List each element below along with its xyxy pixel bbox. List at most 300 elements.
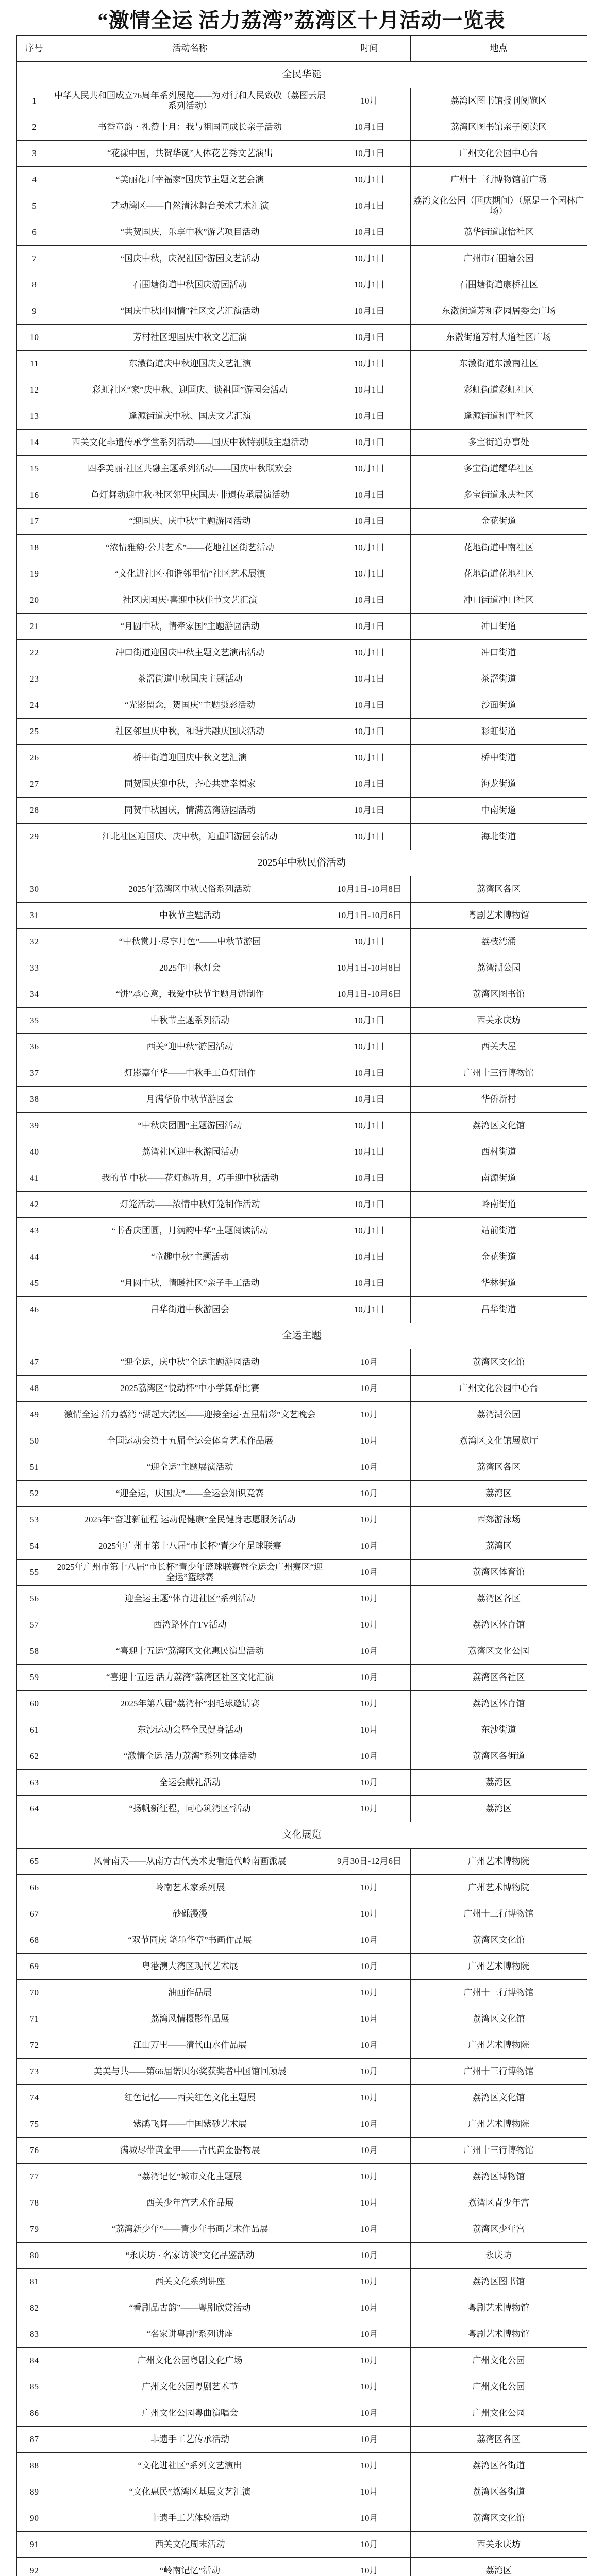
cell-no: 63 [17,1770,52,1796]
cell-no: 61 [17,1717,52,1743]
table-row [17,1980,587,2006]
table-row [17,246,587,272]
table-row [17,2453,587,2479]
cell-name: 红色记忆——西关红色文化主题展 [52,2085,328,2111]
cell-time: 10月1日 [328,219,411,246]
table-row [17,2190,587,2216]
cell-time: 10月 [328,1796,411,1822]
cell-no: 34 [17,981,52,1008]
cell-name: 岭南艺术家系列展 [52,1875,328,1901]
cell-no: 51 [17,1454,52,1481]
table-row [17,1743,587,1770]
cell-name: 粤港澳大湾区现代艺术展 [52,1954,328,1980]
cell-name: 非遗手工艺体验活动 [52,2505,328,2532]
cell-time: 10月1日 [328,325,411,351]
cell-time: 10月1日 [328,1244,411,1270]
cell-place: 花地街道中南社区 [411,535,587,561]
cell-place: 荔湾区各区 [411,1454,587,1481]
cell-time: 10月1日 [328,246,411,272]
cell-time: 10月1日 [328,798,411,824]
cell-name: 全运会献礼活动 [52,1770,328,1796]
cell-place: 荔湾区博物馆 [411,2164,587,2190]
cell-time: 10月 [328,1691,411,1717]
cell-place: 彩虹街道彩虹社区 [411,377,587,403]
cell-place: 中南街道 [411,798,587,824]
cell-name: “看剧品古韵”——粤剧欣赏活动 [52,2295,328,2321]
cell-place: 海北街道 [411,824,587,850]
table-row [17,114,587,141]
cell-name: “国庆中秋，庆祝祖国”游园文艺活动 [52,246,328,272]
section-row [17,850,587,876]
cell-no: 84 [17,2348,52,2374]
table-row [17,193,587,219]
table-row [17,1612,587,1638]
cell-place: 东漖街道东漖南社区 [411,351,587,377]
cell-no: 65 [17,1849,52,1875]
cell-no: 10 [17,325,52,351]
cell-name: “书香庆团圆，月满韵中华”主题阅读活动 [52,1218,328,1244]
cell-name: 灯笼活动——浓情中秋灯笼制作活动 [52,1192,328,1218]
cell-name: 同贺国庆迎中秋，齐心共建幸福家 [52,771,328,798]
cell-time: 10月1日 [328,1113,411,1139]
table-row [17,2243,587,2269]
cell-name: 迎全运主题“体育进社区”系列活动 [52,1586,328,1612]
cell-no: 81 [17,2269,52,2295]
table-row [17,2269,587,2295]
cell-time: 10月1日 [328,272,411,298]
cell-no: 75 [17,2111,52,2138]
cell-time: 10月 [328,1901,411,1927]
cell-no: 48 [17,1376,52,1402]
cell-time: 10月 [328,2164,411,2190]
table-row [17,798,587,824]
cell-place: 荔湾区各街道 [411,2453,587,2479]
cell-place: 桥中街道 [411,745,587,771]
cell-time: 10月 [328,2453,411,2479]
table-row [17,1139,587,1165]
cell-place: 广州文化公园 [411,2348,587,2374]
table-row [17,771,587,798]
cell-no: 19 [17,561,52,587]
table-row [17,403,587,430]
cell-name: “荔湾新少年”——青少年书画艺术作品展 [52,2216,328,2243]
cell-name: 灯影嘉年华——中秋手工鱼灯制作 [52,1060,328,1087]
cell-no: 74 [17,2085,52,2111]
cell-no: 73 [17,2059,52,2085]
cell-no: 66 [17,1875,52,1901]
cell-time: 10月 [328,2111,411,2138]
table-body [17,62,587,2576]
table-row [17,903,587,929]
cell-name: “迎国庆、庆中秋”主题游园活动 [52,509,328,535]
cell-place: 华林街道 [411,1270,587,1297]
cell-time: 10月1日 [328,430,411,456]
table-row [17,1717,587,1743]
table-row [17,2006,587,2032]
cell-time: 10月1日 [328,1087,411,1113]
cell-name: “永庆坊 · 名家访谈”文化品鉴活动 [52,2243,328,2269]
table-row [17,141,587,167]
table-row [17,2374,587,2400]
cell-time: 10月1日 [328,771,411,798]
cell-no: 69 [17,1954,52,1980]
table-row [17,1849,587,1875]
cell-no: 36 [17,1034,52,1060]
cell-place: 广州艺术博物院 [411,1875,587,1901]
cell-name: “美丽花开幸福家”国庆节主题文艺会演 [52,167,328,193]
cell-place: 广州文化公园中心台 [411,141,587,167]
cell-no: 25 [17,719,52,745]
table-row [17,1691,587,1717]
cell-place: 荔湾区少年宫 [411,2216,587,2243]
table-row [17,640,587,666]
cell-name: 东沙运动会暨全民健身活动 [52,1717,328,1743]
cell-time: 10月1日-10月8日 [328,876,411,903]
cell-place: 站前街道 [411,1218,587,1244]
cell-name: 西关少年宫艺术作品展 [52,2190,328,2216]
table-row [17,666,587,692]
table-row [17,1481,587,1507]
table-row [17,1008,587,1034]
cell-no: 6 [17,219,52,246]
table-row [17,1560,587,1586]
table-row [17,1192,587,1218]
table-row [17,692,587,719]
table-row [17,1638,587,1665]
cell-place: 广州文化公园中心台 [411,1376,587,1402]
cell-place: 荔湾区各区 [411,1586,587,1612]
cell-no: 39 [17,1113,52,1139]
section-row [17,1822,587,1849]
cell-name: “中秋赏月·尽享月色”——中秋节游园 [52,929,328,955]
cell-time: 10月 [328,2006,411,2032]
table-row [17,1927,587,1954]
cell-no: 60 [17,1691,52,1717]
cell-time: 10月1日 [328,1034,411,1060]
cell-time: 10月 [328,2558,411,2576]
cell-time: 10月 [328,1875,411,1901]
cell-time: 10月 [328,2190,411,2216]
cell-time: 10月 [328,2138,411,2164]
cell-time: 10月1日 [328,456,411,482]
cell-time: 10月1日 [328,1192,411,1218]
table-row [17,351,587,377]
cell-no: 17 [17,509,52,535]
cell-place: 冲口街道冲口社区 [411,587,587,614]
table-row [17,535,587,561]
table-row [17,1665,587,1691]
cell-no: 59 [17,1665,52,1691]
table-row [17,325,587,351]
cell-name: “花漾中国，共贺华诞”人体花艺秀文艺演出 [52,141,328,167]
cell-name: 美美与共——第66届诺贝尔奖获奖者中国馆回顾展 [52,2059,328,2085]
cell-no: 35 [17,1008,52,1034]
cell-no: 72 [17,2032,52,2059]
cell-name: “迎全运”主题展演活动 [52,1454,328,1481]
table-row [17,1796,587,1822]
cell-no: 45 [17,1270,52,1297]
cell-no: 46 [17,1297,52,1323]
table-row [17,1165,587,1192]
table-row [17,456,587,482]
cell-no: 9 [17,298,52,325]
cell-time: 10月 [328,1980,411,2006]
cell-no: 79 [17,2216,52,2243]
cell-time: 10月 [328,1349,411,1376]
cell-place: 石围塘街道康桥社区 [411,272,587,298]
table-row [17,719,587,745]
cell-no: 29 [17,824,52,850]
cell-place: 荔湾区图书馆报刊阅览区 [411,88,587,114]
table-row [17,1244,587,1270]
cell-place: 茶滘街道 [411,666,587,692]
cell-no: 92 [17,2558,52,2576]
cell-place: 金花街道 [411,1244,587,1270]
cell-no: 56 [17,1586,52,1612]
cell-name: “迎全运，庆中秋”全运主题游园活动 [52,1349,328,1376]
table-row [17,377,587,403]
cell-time: 10月 [328,1586,411,1612]
table-row [17,614,587,640]
table-row [17,824,587,850]
cell-place: 西郊游泳场 [411,1507,587,1533]
cell-name: “文化进社区·和谐邻里情”社区艺术展演 [52,561,328,587]
cell-place: 彩虹街道 [411,719,587,745]
table-row [17,1586,587,1612]
cell-no: 50 [17,1428,52,1454]
cell-no: 55 [17,1560,52,1586]
cell-name: 社区庆国庆·喜迎中秋佳节文艺汇演 [52,587,328,614]
cell-no: 44 [17,1244,52,1270]
cell-name: 社区邻里庆中秋，和谐共融庆国庆活动 [52,719,328,745]
cell-name: 满城尽带黄金甲——古代黄金器物展 [52,2138,328,2164]
table-row [17,981,587,1008]
cell-name: “岭南记忆”活动 [52,2558,328,2576]
cell-time: 10月1日 [328,377,411,403]
cell-place: 荔湾区各街道 [411,2479,587,2505]
cell-no: 71 [17,2006,52,2032]
cell-place: 粤剧艺术博物馆 [411,2295,587,2321]
table-row [17,2532,587,2558]
cell-time: 10月1日 [328,614,411,640]
cell-place: 广州艺术博物院 [411,1849,587,1875]
table-row [17,2111,587,2138]
cell-no: 1 [17,88,52,114]
table-header-row [17,36,587,62]
section-label: 全民华诞 [17,62,587,88]
cell-name: “喜迎十五运”荔湾区文化惠民演出活动 [52,1638,328,1665]
cell-no: 28 [17,798,52,824]
cell-place: 多宝街道耀华社区 [411,456,587,482]
cell-time: 10月 [328,2479,411,2505]
cell-place: 海龙街道 [411,771,587,798]
table-row [17,167,587,193]
cell-no: 88 [17,2453,52,2479]
section-row [17,1323,587,1349]
cell-time: 10月1日 [328,535,411,561]
section-row [17,62,587,88]
cell-no: 8 [17,272,52,298]
cell-no: 15 [17,456,52,482]
table-row [17,1060,587,1087]
cell-time: 10月1日 [328,403,411,430]
cell-no: 43 [17,1218,52,1244]
cell-time: 10月 [328,1376,411,1402]
cell-time: 10月1日 [328,167,411,193]
table-row [17,1454,587,1481]
table-row [17,1113,587,1139]
table-row [17,1297,587,1323]
cell-no: 49 [17,1402,52,1428]
cell-name: 2025年广州市第十八届“市长杯”青少年篮球联赛暨全运会广州赛区“迎全运”篮球赛 [52,1560,328,1586]
cell-time: 10月1日-10月6日 [328,903,411,929]
cell-no: 90 [17,2505,52,2532]
cell-place: 广州十三行博物馆 [411,1980,587,2006]
cell-place: 荔湾区文化馆 [411,1349,587,1376]
cell-place: 广州十三行博物馆 [411,1060,587,1087]
table-row [17,2032,587,2059]
cell-time: 10月 [328,2059,411,2085]
cell-time: 10月1日 [328,509,411,535]
cell-name: 桥中街道迎国庆中秋文艺汇演 [52,745,328,771]
cell-time: 10月1日 [328,719,411,745]
header-time: 时间 [328,36,411,62]
cell-place: 荔湾区青少年宫 [411,2190,587,2216]
table-row [17,2085,587,2111]
cell-time: 10月 [328,1481,411,1507]
cell-time: 10月 [328,2532,411,2558]
cell-time: 10月1日 [328,351,411,377]
table-row [17,1901,587,1927]
cell-place: 荔湾区 [411,1796,587,1822]
table-row [17,1428,587,1454]
cell-name: 同贺中秋国庆，情满荔湾游园活动 [52,798,328,824]
cell-time: 10月1日-10月6日 [328,981,411,1008]
cell-place: 广州文化公园 [411,2400,587,2427]
cell-name: “童趣中秋”主题活动 [52,1244,328,1270]
cell-name: “浓情雅韵·公共艺术”——花地社区街艺活动 [52,535,328,561]
cell-no: 26 [17,745,52,771]
cell-no: 77 [17,2164,52,2190]
cell-name: 西关“迎中秋”游园活动 [52,1034,328,1060]
cell-name: “中秋庆团圆”主题游园活动 [52,1113,328,1139]
cell-place: 荔湾湖公园 [411,1402,587,1428]
cell-place: 荔湾区 [411,2558,587,2576]
table-row [17,430,587,456]
cell-name: 中秋节主题活动 [52,903,328,929]
cell-time: 10月 [328,88,411,114]
cell-name: 2025年荔湾区中秋民俗系列活动 [52,876,328,903]
cell-no: 14 [17,430,52,456]
cell-time: 10月1日 [328,1297,411,1323]
cell-place: 广州十三行博物馆前广场 [411,167,587,193]
cell-name: 西关文化周末活动 [52,2532,328,2558]
cell-time: 10月 [328,1717,411,1743]
cell-name: 石围塘街道中秋国庆游园活动 [52,272,328,298]
cell-place: 荔湾区文化馆 [411,2505,587,2532]
table-row [17,2400,587,2427]
cell-place: 荔湾区文化馆 [411,1927,587,1954]
cell-no: 67 [17,1901,52,1927]
cell-time: 10月1日 [328,298,411,325]
cell-name: “名家讲粤剧”系列讲座 [52,2321,328,2348]
cell-place: 广州文化公园 [411,2374,587,2400]
cell-place: 荔枝湾涌 [411,929,587,955]
cell-name: 江北社区迎国庆、庆中秋，迎重阳游园会活动 [52,824,328,850]
cell-no: 89 [17,2479,52,2505]
table-row [17,2558,587,2576]
cell-time: 10月1日 [328,193,411,219]
cell-place: 荔湾区图书馆 [411,981,587,1008]
table-row [17,2059,587,2085]
cell-place: 荔湾文化公园（国庆期间）（原是一个园林广场） [411,193,587,219]
cell-time: 10月1日 [328,1218,411,1244]
cell-time: 10月 [328,1402,411,1428]
cell-name: “月圆中秋，情暖社区”亲子手工活动 [52,1270,328,1297]
cell-no: 23 [17,666,52,692]
cell-no: 42 [17,1192,52,1218]
cell-no: 83 [17,2321,52,2348]
cell-name: 紫鹃飞舞——中国紫砂艺术展 [52,2111,328,2138]
table-row [17,219,587,246]
cell-place: 逢源街道和平社区 [411,403,587,430]
cell-name: 茶滘街道中秋国庆主题活动 [52,666,328,692]
cell-name: “文化惠民”荔湾区基层文艺汇演 [52,2479,328,2505]
cell-no: 87 [17,2427,52,2453]
cell-name: “共贺国庆，乐享中秋”游艺项目活动 [52,219,328,246]
cell-name: 鱼灯舞动迎中秋·社区邻里庆国庆·非遗传承展演活动 [52,482,328,509]
cell-name: 江山万里——清代山水作品展 [52,2032,328,2059]
table-row [17,2348,587,2374]
cell-no: 4 [17,167,52,193]
table-row [17,955,587,981]
cell-no: 22 [17,640,52,666]
cell-no: 7 [17,246,52,272]
table-row [17,298,587,325]
cell-time: 10月 [328,1507,411,1533]
cell-time: 10月 [328,1770,411,1796]
cell-name: 西关文化非遗传承学堂系列活动——国庆中秋特别版主题活动 [52,430,328,456]
table-row [17,929,587,955]
cell-no: 18 [17,535,52,561]
cell-time: 10月1日 [328,1060,411,1087]
cell-no: 31 [17,903,52,929]
table-row [17,2138,587,2164]
cell-name: 中华人民共和国成立76周年系列展览——为对行和人民致敬（荔图云展系列活动） [52,88,328,114]
cell-place: 荔湾区体育馆 [411,1691,587,1717]
cell-time: 10月1日 [328,824,411,850]
page-title: “激情全运 活力荔湾”荔湾区十月活动一览表 [97,9,506,32]
cell-place: 荔湾区 [411,1533,587,1560]
cell-place: 荔湾湖公园 [411,955,587,981]
cell-time: 10月1日 [328,114,411,141]
table-row [17,1954,587,1980]
cell-place: 荔湾区 [411,1481,587,1507]
table-row [17,1270,587,1297]
cell-place: 西关永庆坊 [411,2532,587,2558]
cell-name: 2025年第八届“荔湾杯”羽毛球邀请赛 [52,1691,328,1717]
table-row [17,2479,587,2505]
cell-no: 27 [17,771,52,798]
cell-place: 广州十三行博物馆 [411,2138,587,2164]
cell-no: 37 [17,1060,52,1087]
cell-place: 多宝街道办事处 [411,430,587,456]
cell-name: 广州文化公园粤剧文化广场 [52,2348,328,2374]
table-row [17,1218,587,1244]
cell-time: 10月1日 [328,1270,411,1297]
cell-no: 41 [17,1165,52,1192]
cell-place: 荔湾区各街道 [411,1743,587,1770]
